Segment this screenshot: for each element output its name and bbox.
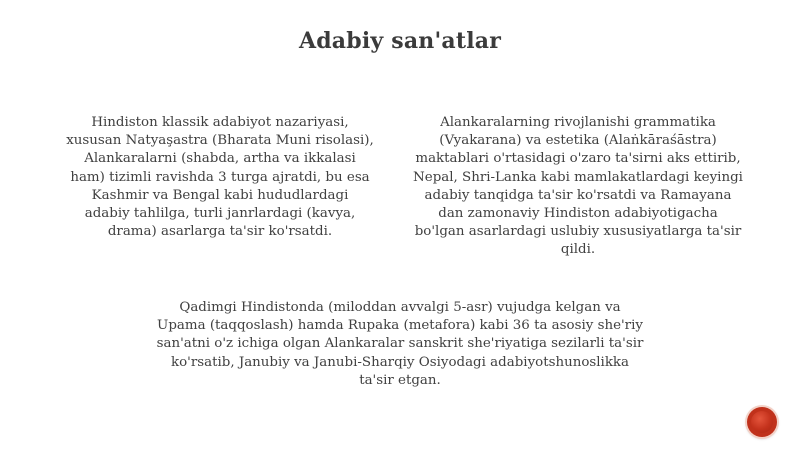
- paragraph-bottom: Qadimgi Hindistonda (miloddan avvalgi 5-asr) vujudga kelgan va Upama (taqqoslash) hamda Rupaka (metafora) kabi 36 ta asosiy she'riy san'atni o'z ichiga olgan Alankaralar sanskrit she'riyatiga sezilarli ta'sir ko'rsatib, Janubiy va Janubi-Sharqiy Osiyodagi adabiyotshunoslikka ta'sir etgan.: [156, 300, 644, 388]
- paragraph-right: Alankaralarning rivojlanishi grammatika (Vyakarana) va estetika (Alaṅkāraśāstra) maktablari o'rtasidagi o'zaro ta'sirni aks ettirib, Nepal, Shri-Lanka kabi mamlakatlardagi keyingi adabiy tanqidga ta'sir ko'rsatdi va Ramayana dan zamonaviy Hindiston adabiyotigacha bo'lgan asarlardagi uslubiy xususiyatlarga ta'sir qildi.: [413, 115, 743, 258]
- circle-button-inner: [751, 411, 773, 433]
- slide-title: Adabiy san'atlar: [298, 28, 502, 54]
- paragraph-left: Hindiston klassik adabiyot nazariyasi, xususan Natyaşastra (Bharata Muni risolasi), Alankaralarni (shabda, artha va ikkalasi ham) tizimli ravishda 3 turga ajratdi, bu esa Kashmir va Bengal kabi hududlardagi adabiy tahlilga, turli janrlardagi (kavya, drama) asarlarga ta'sir ko'rsatdi.: [66, 115, 374, 240]
- circle-button-icon[interactable]: [747, 407, 777, 437]
